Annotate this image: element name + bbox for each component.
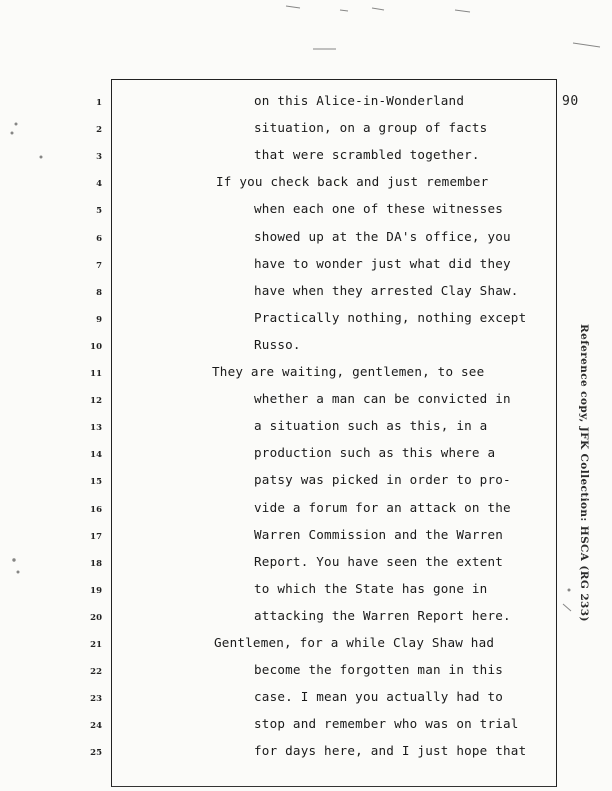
line-number: 11 <box>90 369 102 379</box>
line-number: 21 <box>90 640 102 650</box>
transcript-line: become the forgotten man in this <box>254 662 504 678</box>
line-number: 9 <box>96 314 102 325</box>
transcript-line: patsy was picked in order to pro- <box>254 472 511 488</box>
transcript-line: a situation such as this, in a <box>254 418 488 434</box>
transcript-line: whether a man can be convicted in <box>254 391 511 407</box>
transcript-line: have when they arrested Clay Shaw. <box>254 282 519 298</box>
line-number: 12 <box>90 396 102 407</box>
line-number: 19 <box>90 585 102 596</box>
line-number: 7 <box>96 260 102 271</box>
line-number: 2 <box>96 125 102 136</box>
line-number: 25 <box>90 748 102 759</box>
line-number: 6 <box>96 233 102 244</box>
transcript-line: situation, on a group of facts <box>254 120 488 136</box>
line-number: 15 <box>90 477 102 488</box>
line-number: 4 <box>96 179 102 190</box>
line-number: 1 <box>96 98 102 108</box>
line-number: 16 <box>90 504 102 515</box>
reference-stamp: Reference copy, JFK Collection: HSCA (RG 233) <box>578 324 590 622</box>
transcript-line: for days here, and I just hope that <box>254 743 527 759</box>
transcript-line: Gentlemen, for a while Clay Shaw had <box>214 635 495 650</box>
transcript-line: when each one of these witnesses <box>254 201 504 217</box>
line-number: 18 <box>90 558 102 569</box>
page-number: 90 <box>562 94 579 109</box>
line-number: 8 <box>96 287 102 298</box>
transcript-line: case. I mean you actually had to <box>254 689 504 705</box>
line-number: 23 <box>90 694 102 705</box>
transcript-line: that were scrambled together. <box>254 147 480 163</box>
line-number: 13 <box>90 423 102 434</box>
line-number: 24 <box>90 721 102 732</box>
transcript-line: Report. You have seen the extent <box>254 553 504 569</box>
line-number: 17 <box>90 531 102 542</box>
transcript-line: stop and remember who was on trial <box>254 716 519 732</box>
transcript-line: attacking the Warren Report here. <box>254 607 511 623</box>
transcript-line: to which the State has gone in <box>254 580 488 596</box>
transcript-line: vide a forum for an attack on the <box>254 499 511 515</box>
transcript-line: production such as this where a <box>254 445 496 461</box>
transcript-line: showed up at the DA's office, you <box>254 228 511 244</box>
transcript-line: They are waiting, gentlemen, to see <box>212 364 485 379</box>
line-number: 10 <box>90 341 102 352</box>
transcript-line: on this Alice-in-Wonderland <box>254 93 465 108</box>
transcript-line: Russo. <box>254 336 301 352</box>
transcript-line: If you check back and just remember <box>216 174 489 190</box>
line-number: 3 <box>96 152 102 163</box>
line-number: 22 <box>90 667 102 678</box>
line-number: 14 <box>90 450 102 461</box>
transcript-line: have to wonder just what did they <box>254 255 511 271</box>
transcript-line: Warren Commission and the Warren <box>254 526 504 542</box>
transcript-line: Practically nothing, nothing except <box>254 309 527 325</box>
line-number: 5 <box>96 206 102 217</box>
line-number: 20 <box>90 612 102 623</box>
